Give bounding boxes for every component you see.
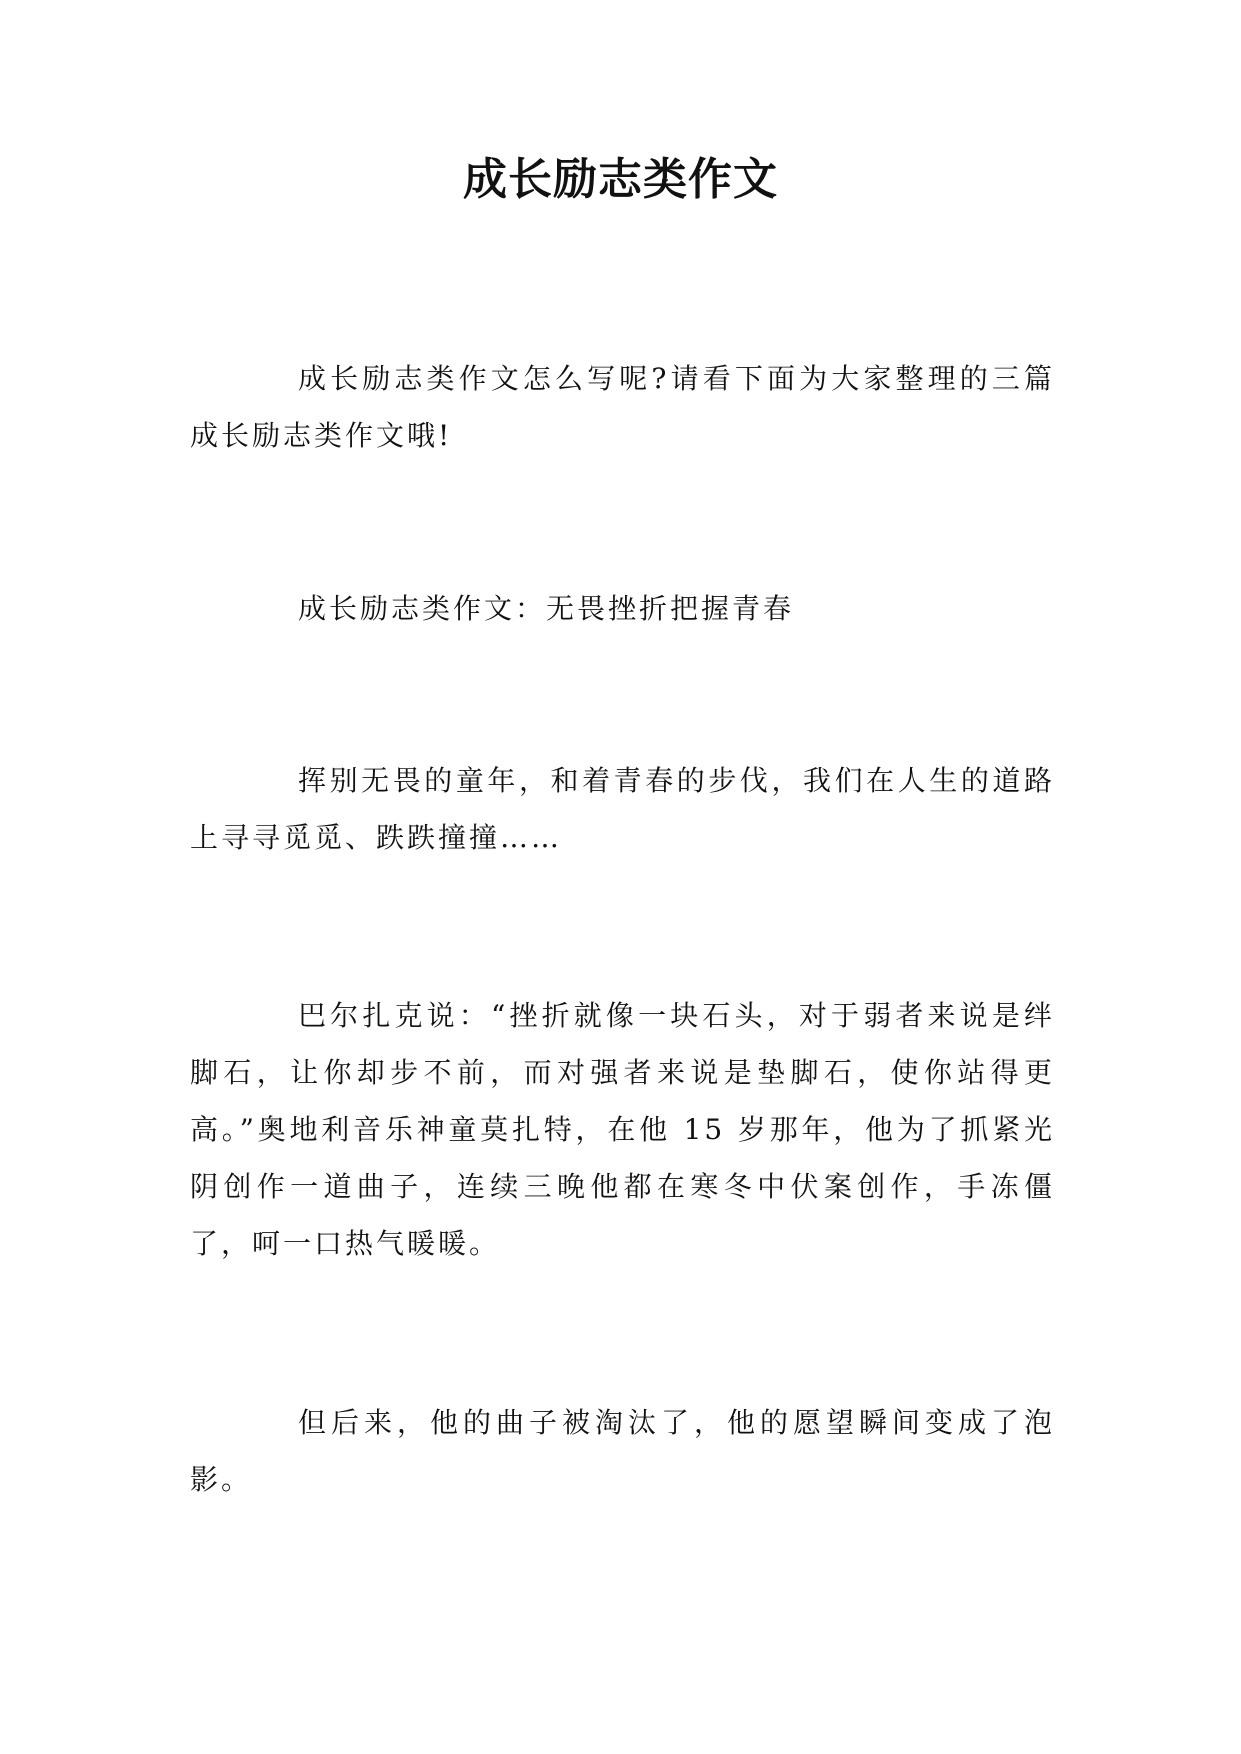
intro-paragraph: 成长励志类作文怎么写呢?请看下面为大家整理的三篇成长励志类作文哦! [190, 362, 1055, 452]
document-title: 成长励志类作文 [463, 154, 778, 205]
body-paragraph: 巴尔扎克说：“挫折就像一块石头，对于弱者来说是绊脚石，让你却步不前，而对强者来说是垫脚石，使你站得更高。”奥地利音乐神童莫扎特，在他 15 岁那年，他为了抓紧光阴创作一道曲子，连续三晚他都在寒冬中伏案创作，手冻僵了，呵一口热气暖暖。 [190, 999, 1055, 1260]
body-paragraph: 但后来，他的曲子被淘汰了，他的愿望瞬间变成了泡影。 [190, 1406, 1055, 1496]
essay-heading: 成长励志类作文：无畏挫折把握青春 [298, 592, 795, 625]
body-paragraph: 挥别无畏的童年，和着青春的步伐，我们在人生的道路上寻寻觅觅、跌跌撞撞…… [190, 764, 1055, 854]
